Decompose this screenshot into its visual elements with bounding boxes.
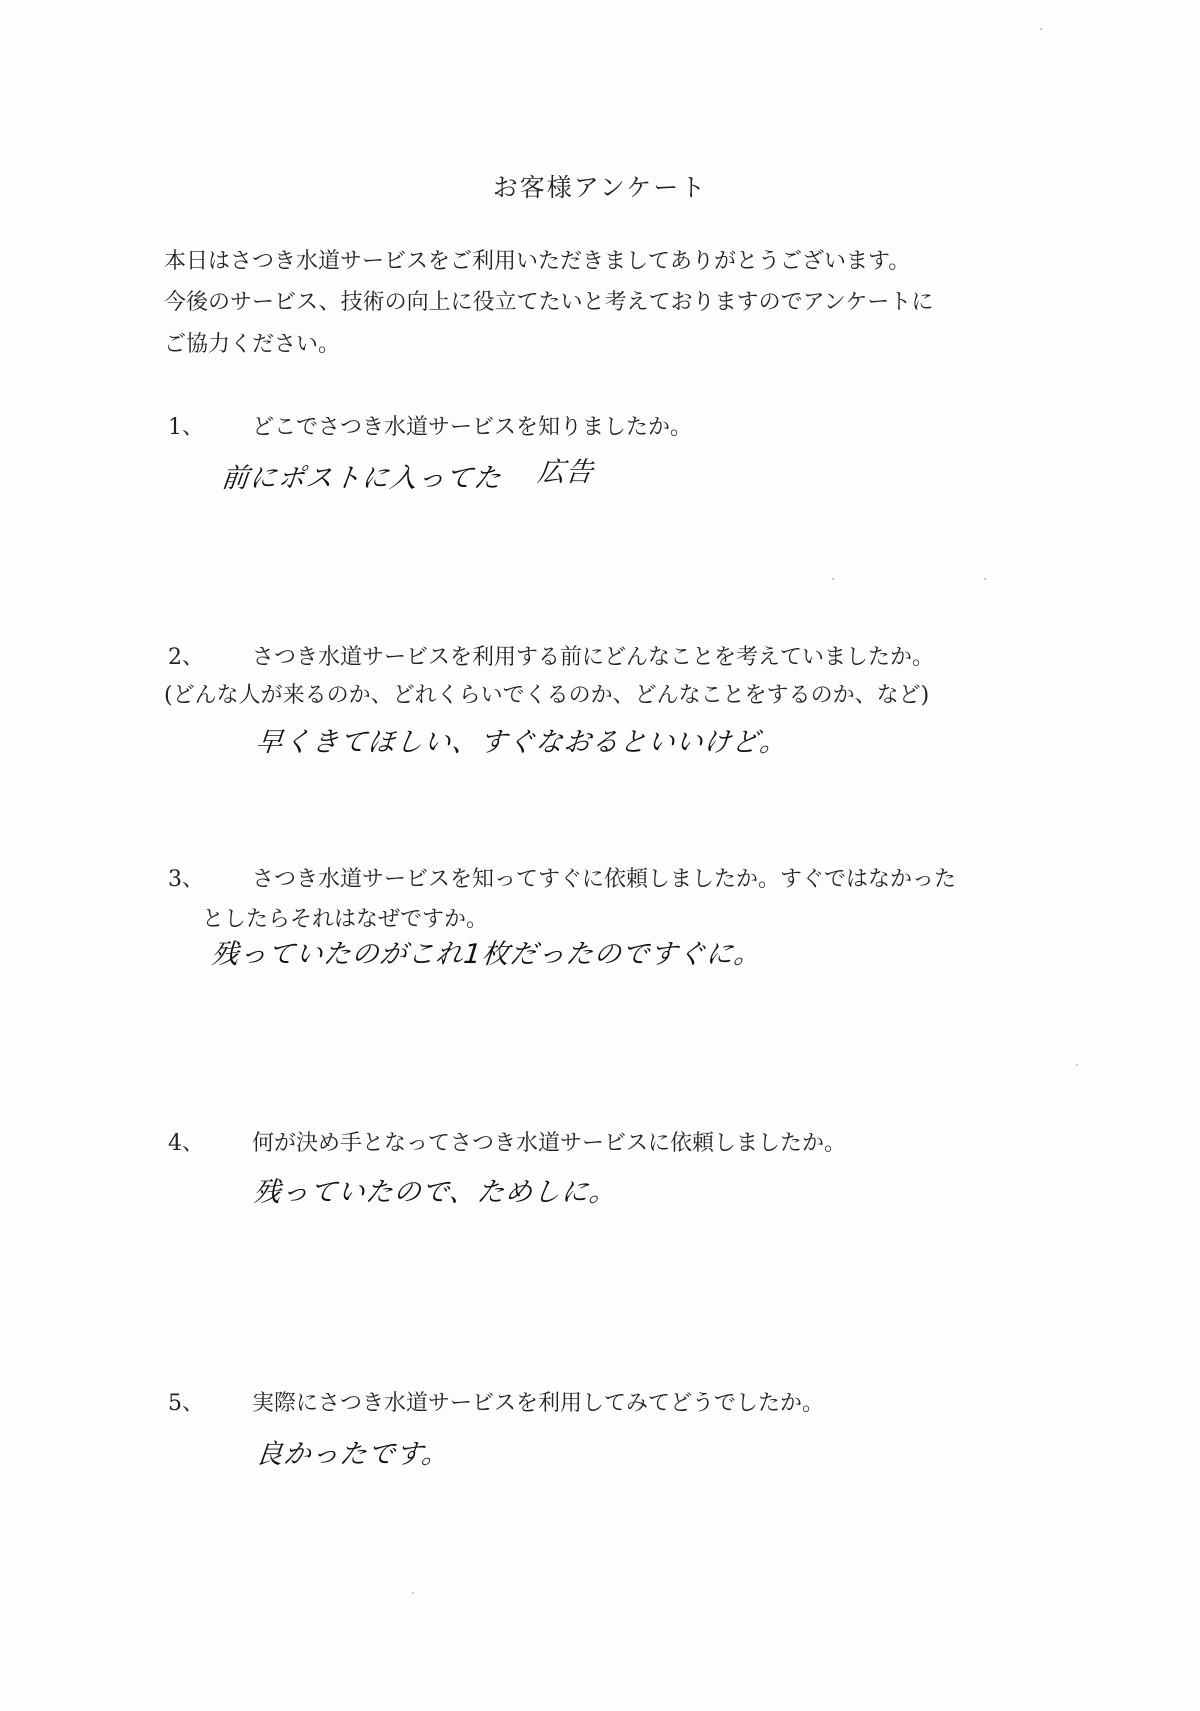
survey-title: お客様アンケート [492,173,708,202]
question-5-number: 5、 [168,1391,204,1416]
question-5-answer: 良かったです。 [254,1439,452,1470]
question-4-number: 4、 [168,1131,204,1156]
question-2-number: 2、 [168,645,204,670]
question-2-subtext: (どんな人が来るのか、どれくらいでくるのか、どんなことをするのか、など) [164,683,930,708]
scan-speck [832,578,834,580]
question-3-text: さつき水道サービスを知ってすぐに依頼しましたか。すぐではなかった [252,867,957,892]
question-3-subtext: としたらそれはなぜですか。 [202,907,489,932]
scan-speck [984,578,986,580]
intro-line-2: 今後のサービス、技術の向上に役立てたいと考えておりますのでアンケートに [164,290,934,315]
intro-line-1: 本日はさつき水道サービスをご利用いただきましてありがとうございます。 [164,249,911,274]
question-2-text: さつき水道サービスを利用する前にどんなことを考えていましたか。 [252,645,935,670]
scan-speck [412,1592,414,1594]
scan-speck [1076,1064,1078,1066]
question-1-number: 1、 [168,415,204,440]
question-5-text: 実際にさつき水道サービスを利用してみてどうでしたか。 [252,1391,825,1416]
question-3-number: 3、 [168,867,204,892]
question-4-text: 何が決め手となってさつき水道サービスに依頼しましたか。 [252,1131,847,1156]
question-4-answer: 残っていたので、ためしに。 [252,1177,619,1208]
scan-speck [1040,28,1042,30]
question-3-answer: 残っていたのがこれ1枚だったのですぐに。 [210,939,764,970]
intro-line-3: ご協力ください。 [164,332,341,357]
question-1-answer-extra: 広告 [536,457,596,488]
question-2-answer: 早くきてほしい、すぐなおるといいけど。 [254,727,790,758]
question-1-text: どこでさつき水道サービスを知りましたか。 [252,415,693,440]
question-1-answer: 前にポストに入ってた [220,463,504,494]
